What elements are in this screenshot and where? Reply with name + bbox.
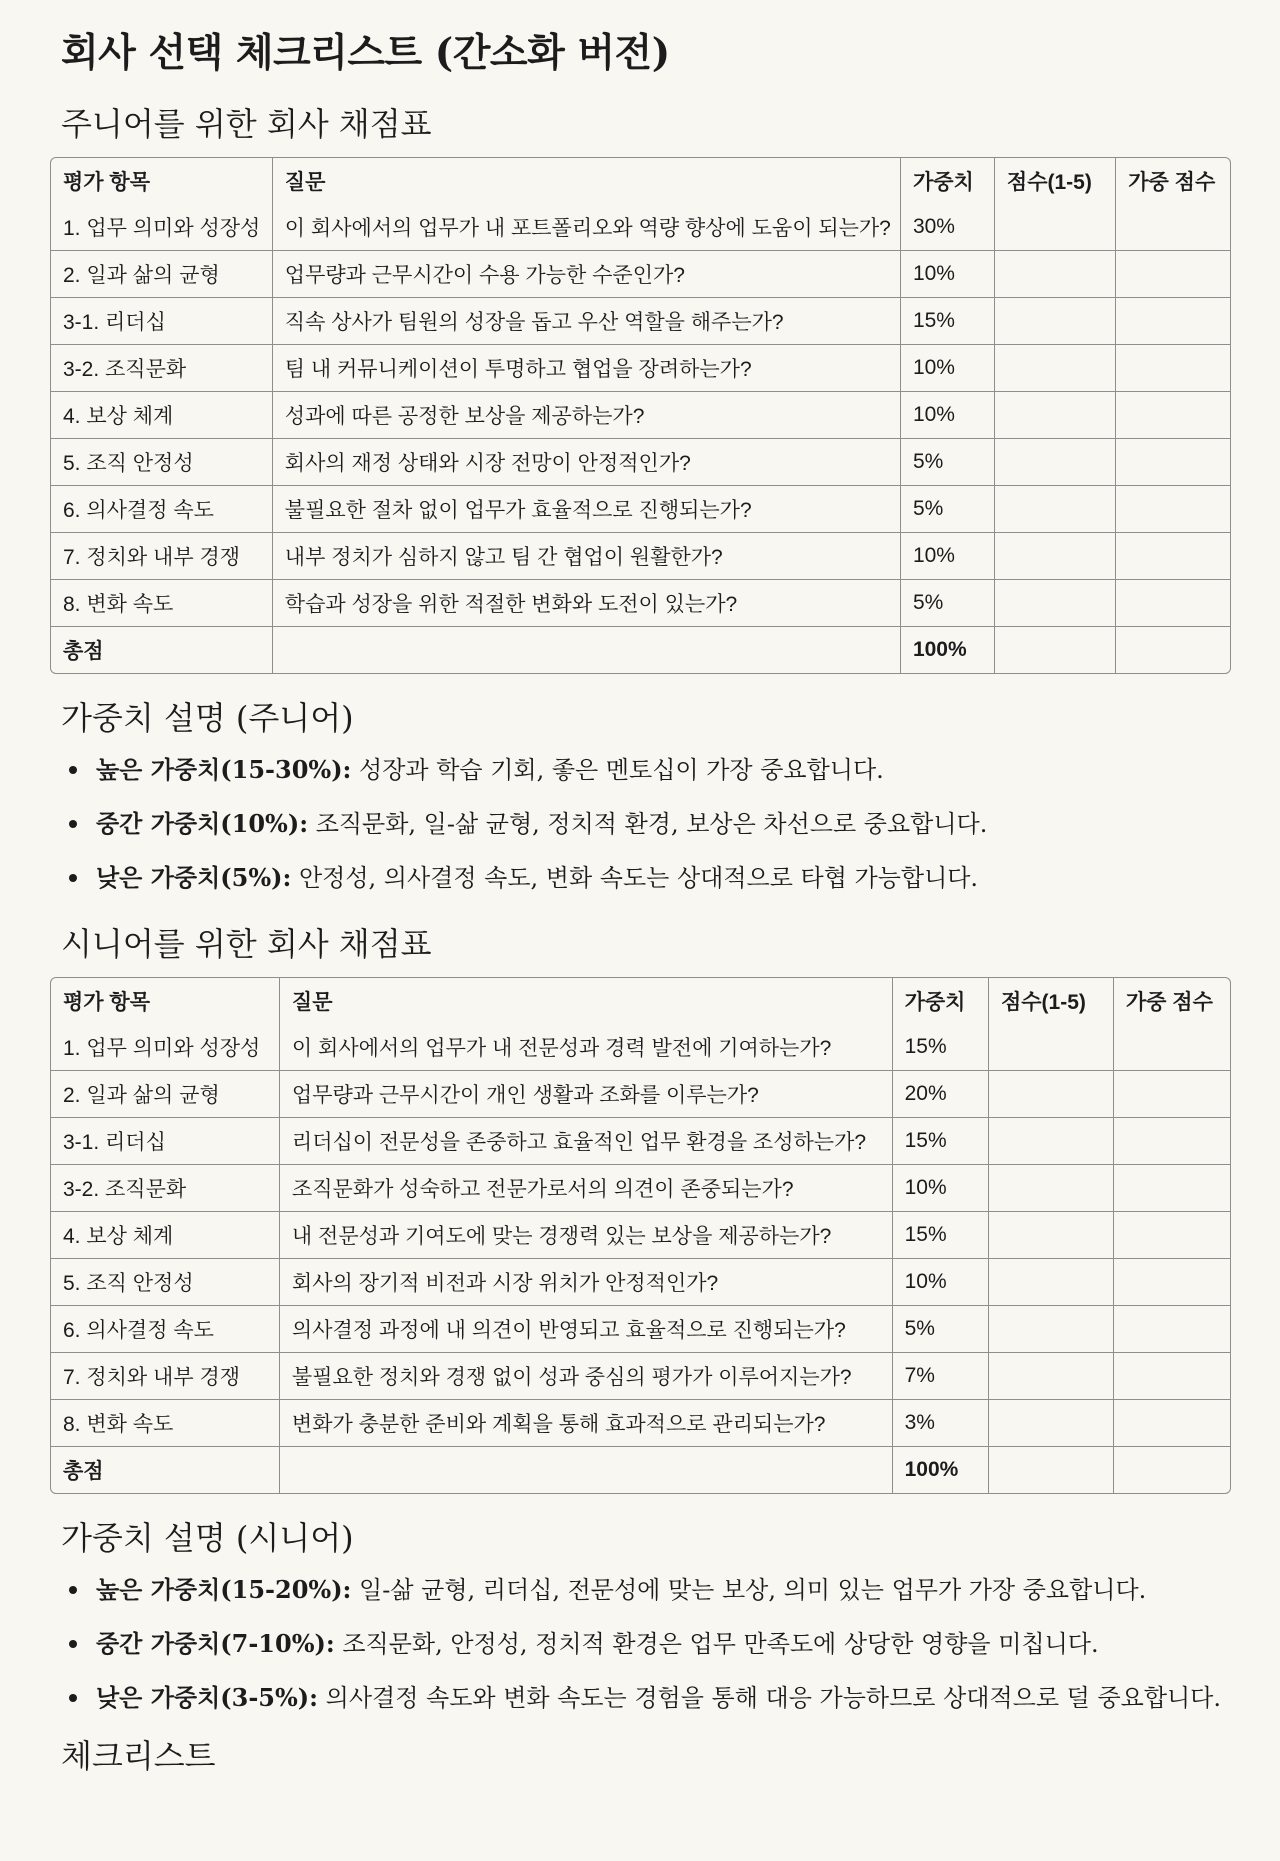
question-cell: 조직문화가 성숙하고 전문가로서의 의견이 존중되는가? bbox=[279, 1165, 892, 1212]
weighted-score-cell bbox=[1113, 1165, 1230, 1212]
question-cell: 의사결정 과정에 내 의견이 반영되고 효율적으로 진행되는가? bbox=[279, 1306, 892, 1353]
header-score: 점수(1-5) bbox=[994, 158, 1115, 204]
weight-cell: 10% bbox=[892, 1165, 988, 1212]
table-row bbox=[51, 1165, 1230, 1212]
question-cell: 불필요한 정치와 경쟁 없이 성과 중심의 평가가 이루어지는가? bbox=[279, 1353, 892, 1400]
score-cell[interactable] bbox=[994, 533, 1115, 580]
junior-scorecard bbox=[50, 157, 1231, 674]
note-text: 조직문화, 일-삶 균형, 정치적 환경, 보상은 차선으로 중요합니다. bbox=[308, 810, 988, 838]
note-label: 중간 가중치(7-10%): bbox=[96, 1629, 335, 1658]
page-title: 회사 선택 체크리스트 (간소화 버전) bbox=[61, 30, 670, 76]
table-row bbox=[51, 1400, 1230, 1447]
weight-cell: 10% bbox=[892, 1259, 988, 1306]
note-label: 낮은 가중치(5%): bbox=[96, 863, 292, 892]
score-cell[interactable] bbox=[994, 251, 1115, 298]
header-weighted-score: 가중 점수 bbox=[1128, 171, 1216, 194]
question-cell: 회사의 장기적 비전과 시장 위치가 안정적인가? bbox=[279, 1259, 892, 1306]
note-label: 높은 가중치(15-20%): bbox=[96, 1575, 352, 1604]
item-cell: 8. 변화 속도 bbox=[51, 580, 272, 627]
weight-cell: 5% bbox=[892, 1306, 988, 1353]
table-row bbox=[51, 298, 1230, 345]
item-cell: 8. 변화 속도 bbox=[51, 1400, 279, 1447]
total-weight: 100% bbox=[892, 1447, 988, 1494]
score-cell[interactable] bbox=[988, 1400, 1113, 1447]
score-cell[interactable] bbox=[988, 1259, 1113, 1306]
score-cell[interactable] bbox=[988, 1024, 1113, 1071]
list-item bbox=[61, 748, 1231, 792]
total-label: 총점 bbox=[51, 627, 272, 674]
note-text: 의사결정 속도와 변화 속도는 경험을 통해 대응 가능하므로 상대적으로 덜 중요합니다. bbox=[318, 1684, 1222, 1712]
item-cell: 4. 보상 체계 bbox=[51, 1212, 279, 1259]
note-text: 안정성, 의사결정 속도, 변화 속도는 상대적으로 타협 가능합니다. bbox=[291, 864, 979, 892]
weighted-score-cell bbox=[1116, 345, 1230, 392]
weight-cell: 10% bbox=[900, 392, 994, 439]
table-row bbox=[51, 251, 1230, 298]
table-row bbox=[51, 1306, 1230, 1353]
weighted-score-cell bbox=[1113, 1212, 1230, 1259]
question-cell: 팀 내 커뮤니케이션이 투명하고 협업을 장려하는가? bbox=[272, 345, 900, 392]
total-weighted-score-cell bbox=[1113, 1447, 1230, 1494]
table-row bbox=[51, 392, 1230, 439]
total-row bbox=[51, 1447, 1230, 1494]
item-cell: 5. 조직 안정성 bbox=[51, 1259, 279, 1306]
header-score: 점수(1-5) bbox=[988, 978, 1113, 1024]
note-text: 일-삶 균형, 리더십, 전문성에 맞는 보상, 의미 있는 업무가 가장 중요합니다. bbox=[351, 1576, 1147, 1604]
weight-cell: 15% bbox=[900, 298, 994, 345]
header-question: 질문 bbox=[272, 158, 900, 204]
weight-cell: 15% bbox=[892, 1024, 988, 1071]
question-cell: 내부 정치가 심하지 않고 팀 간 협업이 원활한가? bbox=[272, 533, 900, 580]
junior-table-title: 주니어를 위한 회사 채점표 bbox=[61, 105, 432, 143]
item-cell: 6. 의사결정 속도 bbox=[51, 1306, 279, 1353]
table-row bbox=[51, 204, 1230, 251]
list-item bbox=[61, 802, 1231, 846]
item-cell: 7. 정치와 내부 경쟁 bbox=[51, 1353, 279, 1400]
question-cell: 업무량과 근무시간이 수용 가능한 수준인가? bbox=[272, 251, 900, 298]
score-cell[interactable] bbox=[988, 1353, 1113, 1400]
list-item bbox=[61, 1622, 1231, 1666]
weight-cell: 5% bbox=[900, 580, 994, 627]
weight-cell: 10% bbox=[900, 533, 994, 580]
item-cell: 6. 의사결정 속도 bbox=[51, 486, 272, 533]
question-cell: 업무량과 근무시간이 개인 생활과 조화를 이루는가? bbox=[279, 1071, 892, 1118]
weighted-score-cell bbox=[1113, 1400, 1230, 1447]
item-cell: 3-2. 조직문화 bbox=[51, 345, 272, 392]
score-cell[interactable] bbox=[994, 486, 1115, 533]
score-cell[interactable] bbox=[988, 1306, 1113, 1353]
question-cell: 불필요한 절차 없이 업무가 효율적으로 진행되는가? bbox=[272, 486, 900, 533]
total-weighted-score-cell bbox=[1116, 627, 1230, 674]
table-row bbox=[51, 533, 1230, 580]
total-row bbox=[51, 627, 1230, 674]
score-cell[interactable] bbox=[988, 1071, 1113, 1118]
note-text: 성장과 학습 기회, 좋은 멘토십이 가장 중요합니다. bbox=[351, 756, 884, 784]
table-row bbox=[51, 1118, 1230, 1165]
table-row bbox=[51, 580, 1230, 627]
total-label: 총점 bbox=[51, 1447, 279, 1494]
weighted-score-cell bbox=[1113, 1259, 1230, 1306]
weight-cell: 15% bbox=[892, 1118, 988, 1165]
table-row bbox=[51, 1024, 1230, 1071]
weighted-score-cell bbox=[1116, 392, 1230, 439]
score-cell[interactable] bbox=[994, 298, 1115, 345]
score-cell[interactable] bbox=[994, 392, 1115, 439]
weight-cell: 10% bbox=[900, 345, 994, 392]
table-row bbox=[51, 486, 1230, 533]
table-row bbox=[51, 1071, 1230, 1118]
question-cell: 직속 상사가 팀원의 성장을 돕고 우산 역할을 해주는가? bbox=[272, 298, 900, 345]
total-score-cell[interactable] bbox=[988, 1447, 1113, 1494]
question-cell: 이 회사에서의 업무가 내 전문성과 경력 발전에 기여하는가? bbox=[279, 1024, 892, 1071]
table-row bbox=[51, 439, 1230, 486]
list-item bbox=[61, 1568, 1231, 1612]
weighted-score-cell bbox=[1113, 1353, 1230, 1400]
weighted-score-cell bbox=[1113, 1024, 1230, 1071]
weighted-score-cell bbox=[1116, 251, 1230, 298]
senior-notes-title: 가중치 설명 (시니어) bbox=[61, 1519, 354, 1557]
question-cell: 성과에 따른 공정한 보상을 제공하는가? bbox=[272, 392, 900, 439]
item-cell: 2. 일과 삶의 균형 bbox=[51, 251, 272, 298]
weight-cell: 5% bbox=[900, 439, 994, 486]
senior-table-title: 시니어를 위한 회사 채점표 bbox=[61, 925, 432, 963]
junior-table bbox=[51, 158, 1230, 673]
weighted-score-cell bbox=[1116, 439, 1230, 486]
item-cell: 4. 보상 체계 bbox=[51, 392, 272, 439]
weighted-score-cell bbox=[1116, 486, 1230, 533]
table-header-row bbox=[51, 978, 1230, 1024]
table-row bbox=[51, 345, 1230, 392]
item-cell: 1. 업무 의미와 성장성 bbox=[51, 1024, 279, 1071]
score-cell[interactable] bbox=[994, 204, 1115, 251]
weighted-score-cell bbox=[1116, 580, 1230, 627]
next-section-title: 체크리스트 bbox=[61, 1737, 216, 1775]
weight-cell: 15% bbox=[892, 1212, 988, 1259]
weight-cell: 3% bbox=[892, 1400, 988, 1447]
table-row bbox=[51, 1212, 1230, 1259]
weighted-score-cell bbox=[1116, 298, 1230, 345]
junior-notes-title: 가중치 설명 (주니어) bbox=[61, 699, 354, 737]
note-label: 높은 가중치(15-30%): bbox=[96, 755, 352, 784]
weighted-score-cell bbox=[1113, 1306, 1230, 1353]
note-label: 낮은 가중치(3-5%): bbox=[96, 1683, 319, 1712]
note-label: 중간 가중치(10%): bbox=[96, 809, 309, 838]
item-cell: 3-2. 조직문화 bbox=[51, 1165, 279, 1212]
question-cell: 내 전문성과 기여도에 맞는 경쟁력 있는 보상을 제공하는가? bbox=[279, 1212, 892, 1259]
score-cell[interactable] bbox=[994, 439, 1115, 486]
question-cell: 리더십이 전문성을 존중하고 효율적인 업무 환경을 조성하는가? bbox=[279, 1118, 892, 1165]
note-text: 조직문화, 안정성, 정치적 환경은 업무 만족도에 상당한 영향을 미칩니다. bbox=[334, 1630, 1099, 1658]
item-cell: 3-1. 리더십 bbox=[51, 1118, 279, 1165]
question-cell: 회사의 재정 상태와 시장 전망이 안정적인가? bbox=[272, 439, 900, 486]
score-cell[interactable] bbox=[988, 1118, 1113, 1165]
weight-cell: 7% bbox=[892, 1353, 988, 1400]
item-cell: 5. 조직 안정성 bbox=[51, 439, 272, 486]
total-score-cell[interactable] bbox=[994, 627, 1115, 674]
item-cell: 3-1. 리더십 bbox=[51, 298, 272, 345]
header-weight: 가중치 bbox=[892, 978, 988, 1024]
table-row bbox=[51, 1259, 1230, 1306]
table-header-row bbox=[51, 158, 1230, 204]
header-question: 질문 bbox=[279, 978, 892, 1024]
weight-cell: 10% bbox=[900, 251, 994, 298]
weighted-score-cell bbox=[1116, 533, 1230, 580]
weight-cell: 20% bbox=[892, 1071, 988, 1118]
item-cell: 2. 일과 삶의 균형 bbox=[51, 1071, 279, 1118]
item-cell: 1. 업무 의미와 성장성 bbox=[51, 204, 272, 251]
weighted-score-cell bbox=[1116, 204, 1230, 251]
header-item: 평가 항목 bbox=[51, 158, 272, 204]
weight-cell: 5% bbox=[900, 486, 994, 533]
header-item: 평가 항목 bbox=[51, 978, 279, 1024]
senior-scorecard bbox=[50, 977, 1231, 1494]
question-cell: 변화가 충분한 준비와 계획을 통해 효과적으로 관리되는가? bbox=[279, 1400, 892, 1447]
list-item bbox=[61, 1676, 1231, 1720]
score-cell[interactable] bbox=[994, 580, 1115, 627]
total-weight: 100% bbox=[900, 627, 994, 674]
score-cell[interactable] bbox=[988, 1212, 1113, 1259]
senior-notes-list bbox=[61, 1568, 1231, 1720]
weighted-score-cell bbox=[1113, 1118, 1230, 1165]
score-cell[interactable] bbox=[994, 345, 1115, 392]
weight-cell: 30% bbox=[900, 204, 994, 251]
question-cell: 학습과 성장을 위한 적절한 변화와 도전이 있는가? bbox=[272, 580, 900, 627]
question-cell: 이 회사에서의 업무가 내 포트폴리오와 역량 향상에 도움이 되는가? bbox=[272, 204, 900, 251]
list-item bbox=[61, 856, 1231, 900]
total-question-cell bbox=[272, 627, 900, 674]
senior-table bbox=[51, 978, 1230, 1493]
header-weight: 가중치 bbox=[900, 158, 994, 204]
item-cell: 7. 정치와 내부 경쟁 bbox=[51, 533, 272, 580]
total-question-cell bbox=[279, 1447, 892, 1494]
header-weighted-score: 가중 점수 bbox=[1125, 991, 1213, 1014]
table-row bbox=[51, 1353, 1230, 1400]
weighted-score-cell bbox=[1113, 1071, 1230, 1118]
junior-notes-list bbox=[61, 748, 1231, 900]
score-cell[interactable] bbox=[988, 1165, 1113, 1212]
